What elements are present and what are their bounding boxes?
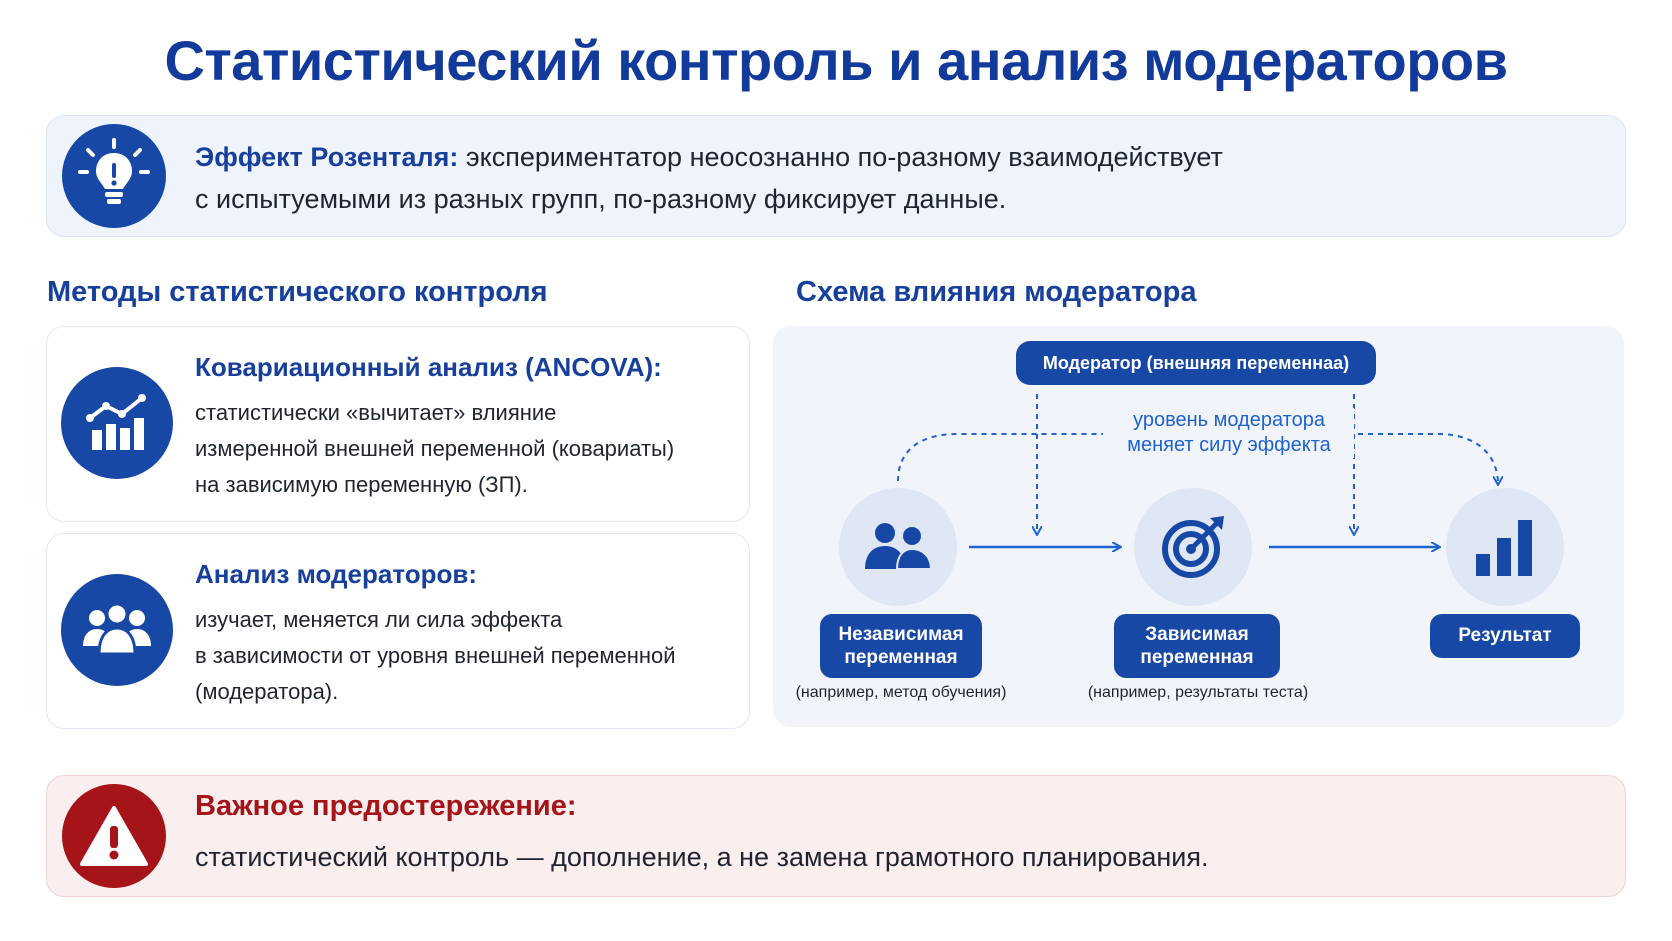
result-label: Результат [1430, 614, 1580, 658]
dv-label-line-1: Зависимая [1145, 624, 1249, 645]
moderator-note-line-2: меняет силу эффекта [1127, 434, 1331, 456]
dependent-variable-node [1134, 488, 1252, 606]
rosenthal-description [195, 136, 1495, 220]
dashed-arc-left [898, 434, 1103, 481]
people-icon [863, 519, 933, 575]
independent-variable-node [839, 488, 957, 606]
target-icon [1158, 512, 1228, 582]
ancova-line-2: измеренной внешней переменной (ковариаты) [195, 436, 675, 461]
iv-label-line-1: Независимая [838, 624, 964, 645]
independent-variable-example: (например, метод обучения) [795, 684, 1007, 701]
ancova-description [195, 395, 735, 503]
dependent-variable-example: (например, результаты теста) [1087, 684, 1309, 701]
scheme-heading: Схема влияния модератора [796, 276, 1197, 308]
moderator-effect-label [1104, 408, 1354, 458]
warning-triangle-icon [62, 784, 166, 888]
moderator-analysis-line-3: (модератора). [195, 679, 339, 704]
moderator-scheme [773, 326, 1624, 727]
dashed-arc-right [1358, 434, 1498, 484]
moderator-pill: Модератор (внешняя переменнаа) [1016, 341, 1376, 385]
dependent-variable-label [1114, 614, 1280, 678]
dv-label-line-2: переменная [1140, 647, 1254, 668]
warning-box [46, 775, 1626, 897]
rosenthal-term: Эффект Розенталя: [195, 142, 459, 172]
lightbulb-icon [62, 124, 166, 228]
page-title: Статистический контроль и анализ модераторов [164, 29, 1508, 92]
independent-variable-label [820, 614, 982, 678]
moderator-analysis-line-2: в зависимости от уровня внешней переменной [195, 643, 676, 668]
warning-text: статистический контроль — дополнение, а не замена грамотного планирования. [195, 842, 1209, 872]
result-node [1446, 488, 1564, 606]
ancova-card [46, 326, 750, 522]
moderator-note-line-1: уровень модератора [1133, 409, 1325, 431]
ancova-line-1: статистически «вычитает» влияние [195, 400, 557, 425]
warning-title: Важное предостережение: [195, 790, 577, 822]
rosenthal-line-1: экспериментатор неосознанно по-разному взаимодействует [465, 142, 1223, 172]
moderator-analysis-card [46, 533, 750, 729]
moderator-analysis-line-1: изучает, меняется ли сила эффекта [195, 607, 563, 632]
ancova-title: Ковариационный анализ (ANCOVA): [195, 352, 662, 382]
bar-chart-icon [1472, 516, 1538, 578]
rosenthal-line-2: с испытуемыми из разных групп, по-разному фиксирует данные. [195, 184, 1007, 214]
bar-chart-trend-icon [61, 367, 173, 479]
moderator-analysis-title: Анализ модераторов: [195, 559, 478, 589]
group-icon [61, 574, 173, 686]
moderator-analysis-description [195, 602, 735, 710]
ancova-line-3: на зависимую переменную (ЗП). [195, 472, 528, 497]
methods-heading: Методы статистического контроля [47, 276, 548, 308]
rosenthal-effect-box [46, 115, 1626, 237]
iv-label-line-2: переменная [844, 647, 958, 668]
